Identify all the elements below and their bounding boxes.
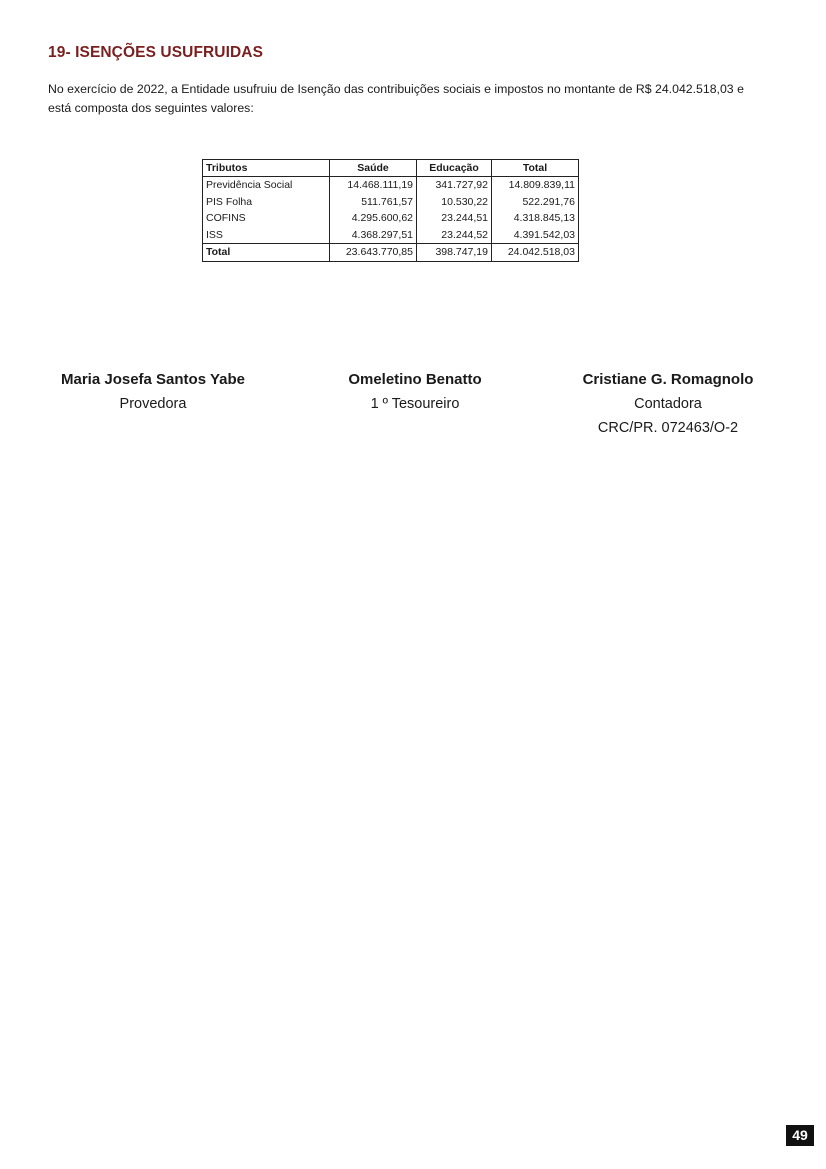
signatory-crc: CRC/PR. 072463/O-2 — [597, 420, 739, 436]
header-educacao: Educação — [417, 160, 492, 177]
signature-block-provedora — [48, 370, 258, 416]
cell-educacao: 10.530,22 — [417, 194, 492, 211]
signatory-role: Contadora — [634, 396, 702, 412]
cell-saude: 511.761,57 — [330, 194, 417, 211]
cell-educacao: 23.244,51 — [417, 210, 492, 227]
cell-saude: 14.468.111,19 — [330, 177, 417, 194]
header-tributos: Tributos — [203, 160, 330, 177]
table-row — [203, 194, 579, 211]
cell-total: 14.809.839,11 — [492, 177, 579, 194]
cell-saude: 4.368.297,51 — [330, 227, 417, 244]
signatory-name: Cristiane G. Romagnolo — [582, 371, 754, 388]
cell-tributo: Previdência Social — [206, 179, 293, 191]
cell-educacao: 341.727,92 — [417, 177, 492, 194]
header-saude: Saúde — [330, 160, 417, 177]
header-total: Total — [492, 160, 579, 177]
cell-tributo: ISS — [206, 228, 223, 241]
signature-block-contadora — [568, 370, 768, 440]
cell-total: 4.391.542,03 — [492, 227, 579, 244]
section-heading: 19- ISENÇÕES USUFRUIDAS — [48, 44, 264, 61]
signatory-role: Provedora — [119, 396, 187, 412]
signature-block-tesoureiro — [330, 370, 500, 416]
cell-total-label: Total — [203, 244, 330, 262]
cell-tributo: PIS Folha — [206, 195, 253, 208]
page-number: 49 — [786, 1125, 814, 1146]
cell-tributo: COFINS — [206, 212, 246, 224]
table-total-row — [203, 244, 579, 262]
signatory-name: Maria Josefa Santos Yabe — [61, 371, 245, 388]
cell-total-saude: 23.643.770,85 — [330, 244, 417, 262]
intro-paragraph: No exercício de 2022, a Entidade usufruiu de Isenção das contribuições sociais e impostos no montante de R$ 24.042.518,03 e está composta dos seguintes valores: — [48, 82, 744, 115]
table-row — [203, 177, 579, 194]
cell-total-educacao: 398.747,19 — [417, 244, 492, 262]
cell-saude: 4.295.600,62 — [330, 210, 417, 227]
signatory-role: 1 º Tesoureiro — [370, 396, 460, 412]
table-header-row — [203, 160, 579, 177]
cell-total: 522.291,76 — [492, 194, 579, 211]
cell-grand-total: 24.042.518,03 — [492, 244, 579, 262]
signatory-name: Omeletino Benatto — [348, 371, 482, 388]
table-row — [203, 227, 579, 244]
exemptions-table — [202, 159, 579, 262]
table-row — [203, 210, 579, 227]
cell-educacao: 23.244,52 — [417, 227, 492, 244]
cell-total: 4.318.845,13 — [492, 210, 579, 227]
